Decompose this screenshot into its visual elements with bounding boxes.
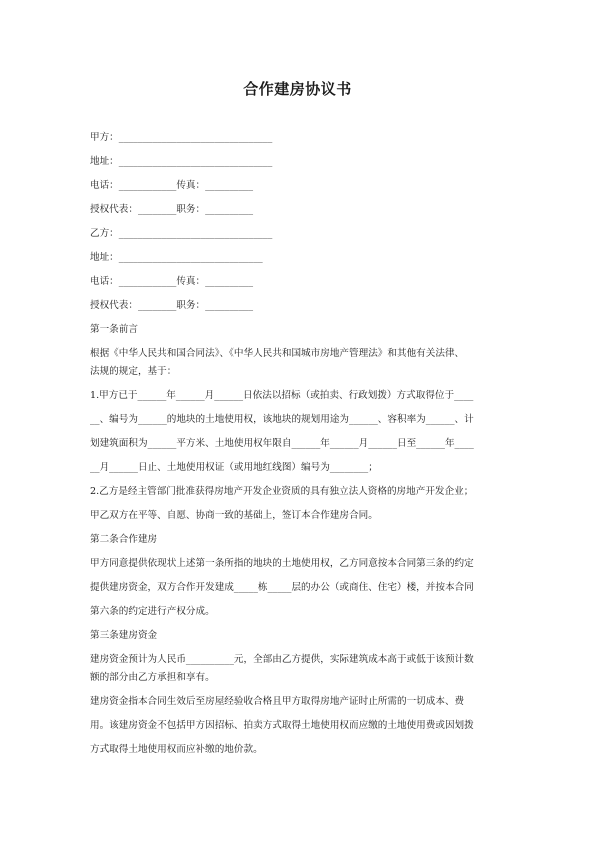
party-b-name: 乙方：________________________________ (90, 228, 273, 239)
party-b-phone-fax: 电话：____________传真：__________ (90, 276, 254, 287)
party-b-address: 地址：______________________________ (90, 252, 263, 263)
article-3-line: 建房资金指本合同生效后至房屋经验收合格且甲方取得房地产证时止所需的一切成本、费 (90, 696, 465, 707)
article-2-line: 第六条的约定进行产权分成。 (90, 606, 215, 617)
article-1-line: __、编号为______的地块的土地使用权，该地块的规划用途为______、容积率为______、计 (90, 414, 474, 425)
article-3-line: 方式取得土地使用权而应补缴的地价款。 (90, 744, 263, 755)
article-1-line: 划建筑面积为______平方米、土地使用权年限自______年______月______日至______年____ (90, 438, 474, 449)
article-3-line: 建房资金预计为人民币__________元，全部由乙方提供，实际建筑成本高于或低于该预计数 (90, 654, 474, 665)
article-1-line: 根据《中华人民共和国合同法》、《中华人民共和国城市房地产管理法》和其他有关法律、 (90, 348, 465, 359)
article-1-heading: 第一条前言 (90, 324, 138, 335)
party-a-address: 地址：________________________________ (90, 156, 273, 167)
article-2-heading: 第二条合作建房 (90, 534, 158, 545)
party-b-representative: 授权代表：________职务：__________ (90, 300, 254, 311)
article-1-line: __月______日止、土地使用权证（或用地红线图）编号为________； (90, 462, 378, 473)
article-3-line: 用。该建房资金不包括甲方因招标、拍卖方式取得土地使用权而应缴的土地使用费或因划拨 (90, 720, 474, 731)
article-1-line: 甲乙双方在平等、自愿、协商一致的基础上，签订本合作建房合同。 (90, 510, 378, 521)
article-1-line: 法规的规定，基于： (90, 366, 177, 377)
document-title: 合作建房协议书 (243, 80, 352, 98)
article-2-line: 甲方同意提供依现状上述第一条所指的地块的土地使用权，乙方同意按本合同第三条的约定 (90, 558, 474, 569)
article-2-line: 提供建房资金，双方合作开发建成_____栋_____层的办公（或商住、住宅）楼，并按本合同 (90, 582, 474, 593)
party-a-name: 甲方：________________________________ (90, 132, 273, 143)
party-a-representative: 授权代表：________职务：__________ (90, 204, 254, 215)
article-1-line: 2.乙方是经主管部门批准获得房地产开发企业资质的具有独立法人资格的房地产开发企业； (90, 486, 474, 497)
article-3-heading: 第三条建房资金 (90, 630, 158, 641)
party-a-phone-fax: 电话：____________传真：__________ (90, 180, 254, 191)
article-1-line: 1.甲方已于______年______月______日依法以招标（或拍卖、行政划拨）方式取得位于____ (90, 390, 474, 401)
article-3-line: 额的部分由乙方承担和享有。 (90, 672, 215, 683)
